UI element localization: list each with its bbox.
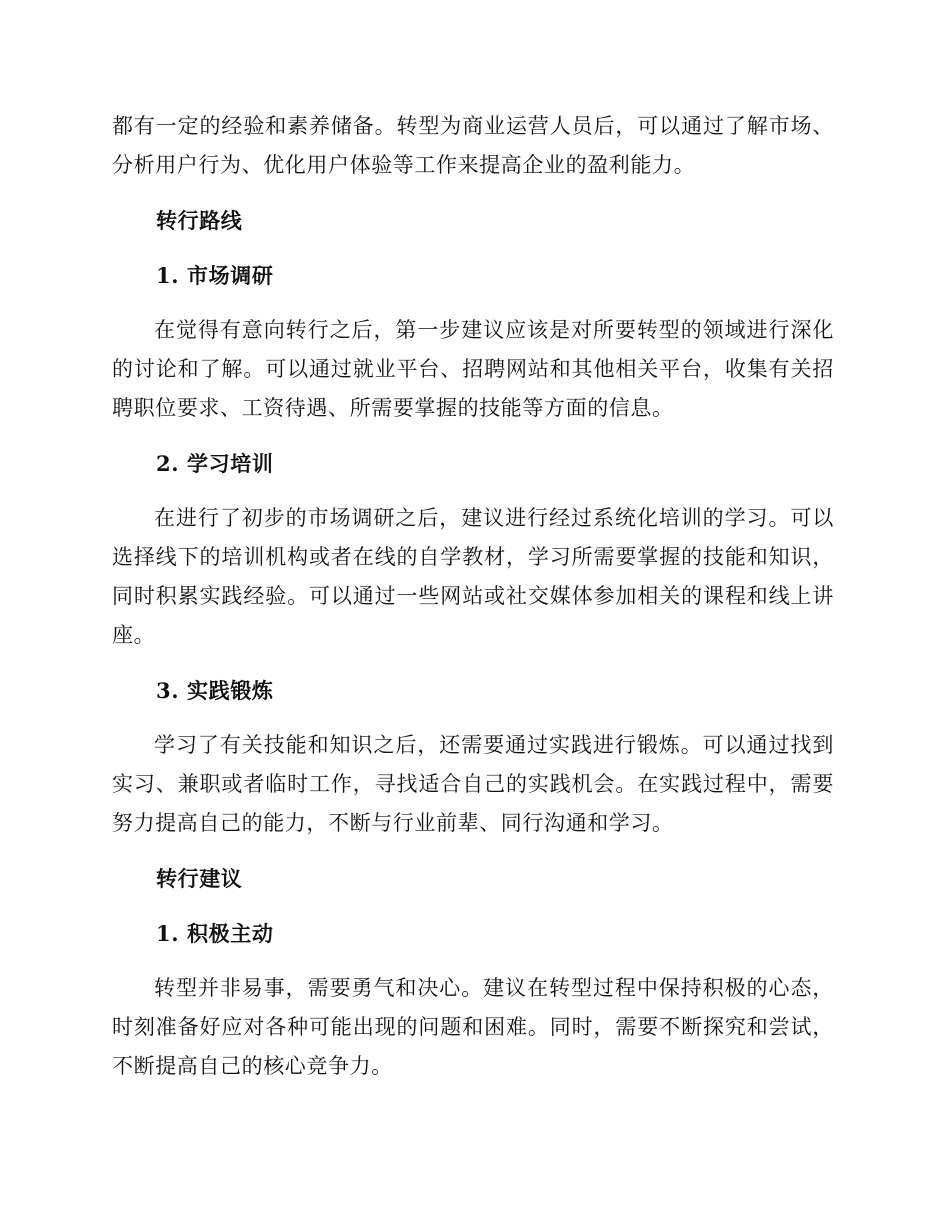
paragraph-proactive: 转型并非易事，需要勇气和决心。建议在转型过程中保持积极的心态，时刻准备好应对各种可能出现的问题和困难。同时，需要不断探究和尝试，不断提高自己的核心竞争力。 <box>112 976 834 1078</box>
paragraph-training: 在进行了初步的市场调研之后，建议进行经过系统化培训的学习。可以选择线下的培训机构或者在线的自学教材，学习所需要掌握的技能和知识，同时积累实践经验。可以通过一些网站或社交媒体参加相关的课程和线上讲座。 <box>112 506 834 647</box>
subheading-market-research: 1. 市场调研 <box>156 263 274 288</box>
document-body <box>112 107 834 1086</box>
paragraph-market-research: 在觉得有意向转行之后，第一步建议应该是对所要转型的领域进行深化的讨论和了解。可以通过就业平台、招聘网站和其他相关平台，收集有关招聘职位要求、工资待遇、所需要掌握的技能等方面的信息。 <box>112 318 834 420</box>
section-heading-advice: 转行建议 <box>156 866 243 891</box>
subheading-practice: 3. 实践锻炼 <box>156 678 274 703</box>
subheading-training: 2. 学习培训 <box>156 451 274 476</box>
paragraph-practice: 学习了有关技能和知识之后，还需要通过实践进行锻炼。可以通过找到实习、兼职或者临时工作，寻找适合自己的实践机会。在实践过程中，需要努力提高自己的能力，不断与行业前辈、同行沟通和学习。 <box>112 733 834 835</box>
paragraph-continued: 都有一定的经验和素养储备。转型为商业运营人员后，可以通过了解市场、分析用户行为、优化用户体验等工作来提高企业的盈利能力。 <box>112 114 834 177</box>
section-heading-route: 转行路线 <box>156 208 243 233</box>
subheading-proactive: 1. 积极主动 <box>156 921 274 946</box>
